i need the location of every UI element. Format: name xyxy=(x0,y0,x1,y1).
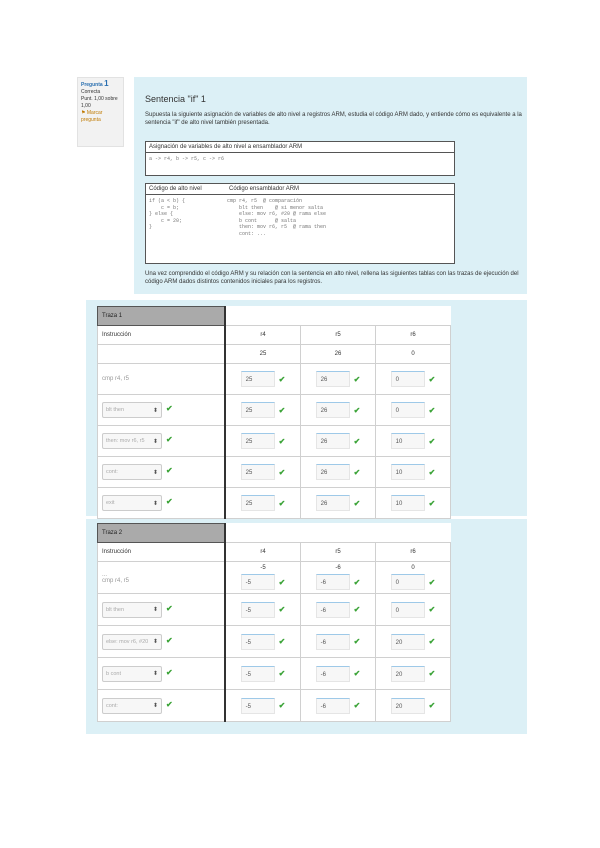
trace1-value-wrap xyxy=(316,402,361,418)
trace2-col-r5: r5 xyxy=(301,543,376,562)
trace2-instr-text: cmp r4, r5 xyxy=(102,577,130,584)
trace1-input-r6[interactable]: 10 xyxy=(391,464,425,480)
question-info xyxy=(77,77,124,147)
question-footer: Una vez comprendido el código ARM y su relación con la sentencia en alto nivel, rellena las siguientes tablas con las trazas de ejecución del código ARM dados distintos contenidos iniciales para los registros. xyxy=(145,271,519,285)
trace2-input-r5[interactable]: -6 xyxy=(316,698,350,714)
trace1-value-wrap xyxy=(241,464,286,480)
trace2-row xyxy=(98,690,451,722)
trace2-instr-prefix: ... xyxy=(102,571,108,578)
trace2-input-r4[interactable]: -5 xyxy=(241,698,275,714)
trace2-value-cell xyxy=(376,626,451,658)
trace1-value-wrap xyxy=(316,371,361,387)
check-icon: ✔ xyxy=(428,669,436,678)
trace2-input-r6[interactable]: 20 xyxy=(391,634,425,650)
trace1-value-cell xyxy=(376,395,451,426)
trace2-instr-cell xyxy=(98,690,226,722)
check-icon: ✔ xyxy=(278,498,286,508)
trace2-row xyxy=(98,658,451,690)
trace1-instr-cell xyxy=(98,488,226,519)
check-icon: ✔ xyxy=(278,669,286,678)
flag-question-link[interactable] xyxy=(81,110,120,124)
trace2-instr-cell xyxy=(98,562,226,594)
trace1-value-wrap xyxy=(391,402,436,418)
trace1-instr-select[interactable] xyxy=(102,495,162,511)
trace2-value-stack xyxy=(301,565,375,590)
trace1-title: Traza 1 xyxy=(98,307,226,326)
trace1-initial-r5: 26 xyxy=(301,345,376,364)
trace1-input-r5[interactable]: 26 xyxy=(316,371,350,387)
trace2-title: Traza 2 xyxy=(98,524,226,543)
trace1-value-wrap xyxy=(391,433,436,449)
chevron-down-icon: ⬍ xyxy=(152,671,158,677)
trace1-value-wrap xyxy=(316,433,361,449)
trace2-instr-value: blt then xyxy=(106,606,125,613)
trace2-instr-cell xyxy=(98,626,226,658)
check-icon: ✔ xyxy=(353,605,361,614)
trace2-value-wrap xyxy=(316,666,361,682)
trace2-value-stack xyxy=(376,565,450,590)
trace1-col-r5: r5 xyxy=(301,326,376,345)
code-arm: cmp r4, r5 @ comparación blt then @ si menor salta else: mov r6, #20 @ rama else b cont @ salta then: mov r6, r5 @ rama then cont: ... xyxy=(227,198,327,237)
question-label: Pregunta xyxy=(81,82,103,88)
trace1-table xyxy=(97,306,451,519)
chevron-down-icon: ⬍ xyxy=(152,407,158,414)
check-icon: ✔ xyxy=(353,701,361,710)
trace2-value-wrap xyxy=(316,698,361,714)
check-icon: ✔ xyxy=(166,404,173,413)
trace1-row xyxy=(98,364,451,395)
check-icon: ✔ xyxy=(353,405,361,415)
trace2-instr-value: else: mov r6, #20 xyxy=(106,638,149,645)
trace2-instr-select[interactable] xyxy=(102,666,162,682)
trace2-initial-r5: -6 xyxy=(335,565,341,571)
check-icon: ✔ xyxy=(428,605,436,614)
trace2-instr-select[interactable] xyxy=(102,602,162,618)
trace2-initial-r6: 0 xyxy=(411,565,415,571)
check-icon: ✔ xyxy=(166,603,173,613)
check-icon: ✔ xyxy=(166,466,173,475)
check-icon: ✔ xyxy=(278,374,286,384)
trace2-value-cell xyxy=(301,658,376,690)
trace2-value-wrap xyxy=(391,698,436,714)
trace1-row xyxy=(98,395,451,426)
trace2-input-r5[interactable]: -6 xyxy=(316,666,350,682)
trace1-instr-cell xyxy=(98,426,226,457)
trace1-input-r6[interactable]: 10 xyxy=(391,433,425,449)
trace2-value-wrap xyxy=(241,574,286,590)
chevron-down-icon: ⬍ xyxy=(152,469,158,476)
assignment-header: Asignación de variables de alto nivel a ensamblador ARM xyxy=(146,142,454,153)
trace1-instr-cell xyxy=(98,457,226,488)
trace2-input-r4[interactable]: -5 xyxy=(241,574,275,590)
trace2-value-cell xyxy=(376,562,451,594)
check-icon: ✔ xyxy=(353,436,361,446)
chevron-down-icon: ⬍ xyxy=(152,703,158,709)
trace1-input-r5[interactable]: 26 xyxy=(316,464,350,480)
trace2-col-r6: r6 xyxy=(376,543,451,562)
trace1-input-r5[interactable]: 26 xyxy=(316,402,350,418)
trace2-value-wrap xyxy=(316,634,361,650)
trace2-instr-value: b cont xyxy=(106,670,121,677)
trace2-value-wrap xyxy=(316,574,361,590)
check-icon: ✔ xyxy=(278,405,286,415)
trace1-value-cell xyxy=(301,488,376,519)
trace2-value-wrap xyxy=(241,602,286,618)
trace2-instr-value: cont: xyxy=(106,702,118,709)
trace1-value-wrap xyxy=(241,433,286,449)
trace2-value-cell xyxy=(225,626,301,658)
trace1-value-wrap xyxy=(391,371,436,387)
trace2-col-instr: Instrucción xyxy=(98,543,226,562)
trace1-row xyxy=(98,488,451,519)
trace1-instr-select[interactable] xyxy=(102,402,162,418)
trace2-value-wrap xyxy=(391,574,436,590)
trace1-col-r4: r4 xyxy=(225,326,301,345)
trace2-value-wrap xyxy=(316,602,361,618)
trace2-value-wrap xyxy=(241,666,286,682)
trace1-value-cell xyxy=(225,457,301,488)
check-icon: ✔ xyxy=(428,637,436,646)
check-icon: ✔ xyxy=(353,637,361,646)
trace1-value-wrap xyxy=(391,495,436,511)
trace2-input-r5[interactable]: -6 xyxy=(316,634,350,650)
trace2-value-wrap xyxy=(391,602,436,618)
trace1-value-wrap xyxy=(316,464,361,480)
trace2-input-r5[interactable]: -6 xyxy=(316,574,350,590)
flag-label: Marcar pregunta xyxy=(81,110,103,123)
trace1-instr-text: cmp r4, r5 xyxy=(102,376,130,382)
question-number: 1 xyxy=(104,79,109,88)
trace2-input-r5[interactable]: -6 xyxy=(316,602,350,618)
trace1-value-wrap xyxy=(241,371,286,387)
trace1-input-r6[interactable]: 0 xyxy=(391,402,425,418)
trace2-value-cell xyxy=(225,658,301,690)
trace1-value-wrap xyxy=(391,464,436,480)
trace2-input-r6[interactable]: 20 xyxy=(391,698,425,714)
trace1-row xyxy=(98,426,451,457)
code-high-level: if (a < b) { c = b; } else { c = 20; } xyxy=(149,198,186,230)
trace2-value-cell xyxy=(376,594,451,626)
trace2-table xyxy=(97,523,451,722)
trace2-value-wrap xyxy=(391,634,436,650)
trace2-value-wrap xyxy=(241,698,286,714)
trace1-value-wrap xyxy=(241,495,286,511)
code-panel xyxy=(145,183,455,264)
question-score: Punt. 1,00 sobre 1,00 xyxy=(81,96,118,109)
trace1-initial-r4: 25 xyxy=(225,345,301,364)
trace1-input-r4[interactable]: 25 xyxy=(241,433,275,449)
trace2-instr-cell xyxy=(98,658,226,690)
check-icon: ✔ xyxy=(353,577,361,587)
trace1-instr-value: cont: xyxy=(106,469,118,475)
check-icon: ✔ xyxy=(278,436,286,446)
check-icon: ✔ xyxy=(278,637,286,646)
check-icon: ✔ xyxy=(278,577,286,587)
check-icon: ✔ xyxy=(166,497,173,506)
check-icon: ✔ xyxy=(428,577,436,587)
question-status: Correcta xyxy=(81,89,101,95)
trace2-instr-cell xyxy=(98,594,226,626)
check-icon: ✔ xyxy=(166,667,173,677)
trace1-row xyxy=(98,457,451,488)
trace1-input-r4[interactable]: 25 xyxy=(241,402,275,418)
trace1-instr-value: exit xyxy=(106,500,115,506)
chevron-down-icon: ⬍ xyxy=(152,500,158,507)
trace1-value-cell xyxy=(225,395,301,426)
check-icon: ✔ xyxy=(278,701,286,710)
check-icon: ✔ xyxy=(428,436,436,446)
trace1-value-cell xyxy=(301,426,376,457)
trace1-value-cell xyxy=(301,457,376,488)
trace1-value-cell xyxy=(376,457,451,488)
trace1-instr-select[interactable] xyxy=(102,433,162,449)
check-icon: ✔ xyxy=(428,467,436,477)
trace1-instr-select[interactable] xyxy=(102,464,162,480)
trace1-input-r4[interactable]: 25 xyxy=(241,464,275,480)
check-icon: ✔ xyxy=(353,467,361,477)
trace1-initial-r6: 0 xyxy=(376,345,451,364)
check-icon: ✔ xyxy=(353,374,361,384)
trace2-value-cell xyxy=(301,690,376,722)
trace2-input-r6[interactable]: 0 xyxy=(391,602,425,618)
check-icon: ✔ xyxy=(278,467,286,477)
trace2-row xyxy=(98,562,451,594)
check-icon: ✔ xyxy=(428,374,436,384)
trace2-input-r4[interactable]: -5 xyxy=(241,666,275,682)
trace1-value-cell xyxy=(376,364,451,395)
trace2-value-cell xyxy=(301,562,376,594)
trace1-instr-cell xyxy=(98,364,226,395)
chevron-down-icon: ⬍ xyxy=(152,438,158,445)
assignment-panel xyxy=(145,141,455,176)
trace2-input-r6[interactable]: 0 xyxy=(391,574,425,590)
chevron-down-icon: ⬍ xyxy=(152,639,158,645)
trace2-input-r6[interactable]: 20 xyxy=(391,666,425,682)
trace2-instr-select[interactable] xyxy=(102,634,162,650)
code-header-high-level: Código de alto nivel xyxy=(149,186,202,192)
trace1-col-instr: Instrucción xyxy=(98,326,226,345)
check-icon: ✔ xyxy=(428,701,436,710)
flag-icon: ⚑ xyxy=(81,110,86,116)
trace2-value-cell xyxy=(301,594,376,626)
check-icon: ✔ xyxy=(166,699,173,709)
trace2-initial-r4: -5 xyxy=(260,565,266,571)
trace2-instr-select[interactable] xyxy=(102,698,162,714)
trace2-value-cell xyxy=(376,658,451,690)
trace1-input-r4[interactable]: 25 xyxy=(241,371,275,387)
check-icon: ✔ xyxy=(353,669,361,678)
check-icon: ✔ xyxy=(428,405,436,415)
check-icon: ✔ xyxy=(428,498,436,508)
trace2-input-r4[interactable]: -5 xyxy=(241,602,275,618)
code-header-arm: Código ensamblador ARM xyxy=(229,186,300,192)
trace1-value-cell xyxy=(376,426,451,457)
trace2-value-cell xyxy=(225,562,301,594)
chevron-down-icon: ⬍ xyxy=(152,607,158,613)
trace1-input-r5[interactable]: 26 xyxy=(316,495,350,511)
trace1-value-cell xyxy=(225,426,301,457)
trace1-value-cell xyxy=(225,488,301,519)
check-icon: ✔ xyxy=(353,498,361,508)
check-icon: ✔ xyxy=(166,435,173,444)
trace1-instr-cell xyxy=(98,395,226,426)
question-title: Sentencia "if" 1 xyxy=(145,94,206,104)
check-icon: ✔ xyxy=(166,635,173,645)
trace1-value-cell xyxy=(376,488,451,519)
check-icon: ✔ xyxy=(278,605,286,614)
trace2-col-r4: r4 xyxy=(225,543,301,562)
trace1-value-cell xyxy=(225,364,301,395)
trace2-value-cell xyxy=(225,594,301,626)
trace1-input-r6[interactable]: 0 xyxy=(391,371,425,387)
trace2-row xyxy=(98,594,451,626)
trace1-instr-value: blt then xyxy=(106,407,125,413)
trace1-value-wrap xyxy=(316,495,361,511)
trace2-value-stack xyxy=(226,565,300,590)
trace1-value-cell xyxy=(301,364,376,395)
trace2-value-cell xyxy=(376,690,451,722)
trace1-input-r5[interactable]: 26 xyxy=(316,433,350,449)
trace1-col-r6: r6 xyxy=(376,326,451,345)
trace2-value-wrap xyxy=(391,666,436,682)
trace1-value-wrap xyxy=(241,402,286,418)
trace1-input-r4[interactable]: 25 xyxy=(241,495,275,511)
trace1-input-r6[interactable]: 10 xyxy=(391,495,425,511)
trace2-value-wrap xyxy=(241,634,286,650)
trace2-input-r4[interactable]: -5 xyxy=(241,634,275,650)
trace1-value-cell xyxy=(301,395,376,426)
question-text: Supuesta la siguiente asignación de variables de alto nivel a registros ARM, estudia el código ARM dado, y entiende cómo es equivalente a la sentencia "if" de alto nivel también presentada. xyxy=(145,112,522,126)
trace1-instr-value: then: mov r6, r5 xyxy=(106,438,145,444)
trace2-value-cell xyxy=(301,626,376,658)
assignment-body: a -> r4, b -> r5, c -> r6 xyxy=(149,156,225,162)
trace2-value-cell xyxy=(225,690,301,722)
trace2-row xyxy=(98,626,451,658)
